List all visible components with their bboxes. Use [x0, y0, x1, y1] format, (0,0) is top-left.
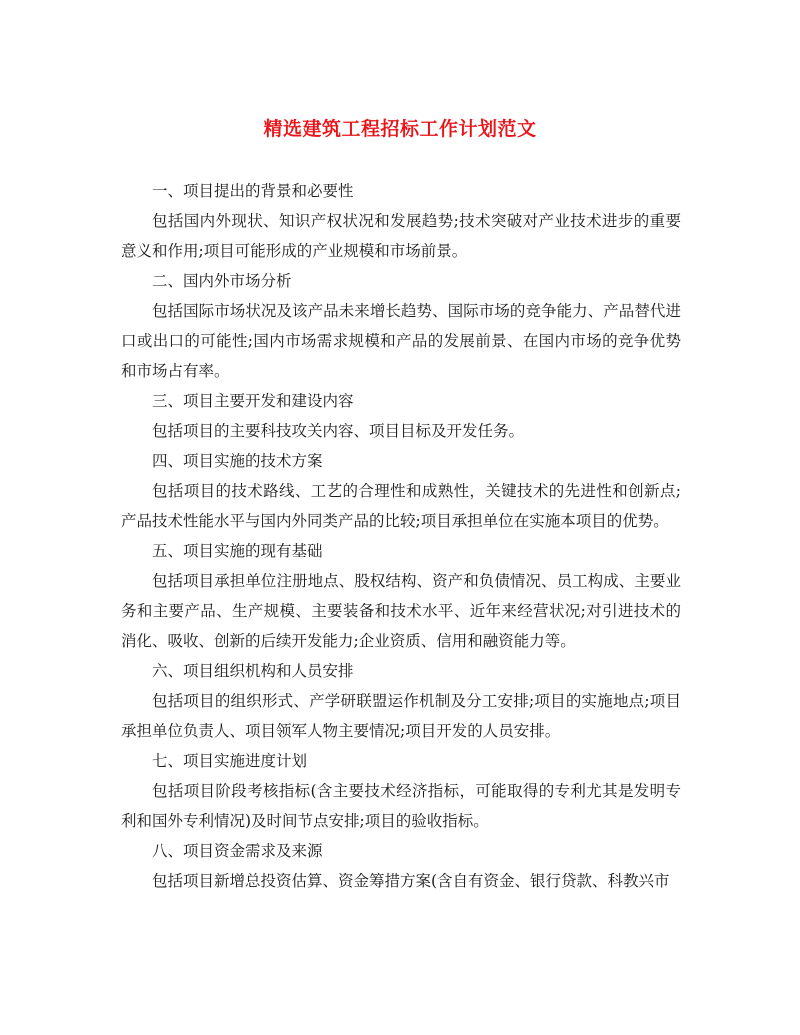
section-paragraph: 包括项目的主要科技攻关内容、项目目标及开发任务。: [152, 422, 525, 440]
document-title: 精选建筑工程招标工作计划范文: [263, 118, 537, 140]
section-paragraph: 包括项目阶段考核指标(含主要技术经济指标，可能取得的专利尤其是发明专利和国外专利情况)及时间节点安排;项目的验收指标。: [121, 782, 681, 830]
section-heading: 四、项目实施的技术方案: [152, 452, 323, 470]
section-paragraph: 包括项目新增总投资估算、资金筹措方案(含自有资金、银行贷款、科教兴市: [152, 872, 670, 890]
section-heading: 八、项目资金需求及来源: [152, 842, 323, 860]
section-paragraph: 包括项目的组织形式、产学研联盟运作机制及分工安排;项目的实施地点;项目承担单位负责人、项目领军人物主要情况;项目开发的人员安排。: [121, 692, 681, 740]
section-paragraph: 包括项目的技术路线、工艺的合理性和成熟性，关键技术的先进性和创新点;产品技术性能水平与国内外同类产品的比较;项目承担单位在实施本项目的优势。: [121, 482, 681, 530]
section-heading: 五、项目实施的现有基础: [152, 542, 323, 560]
section-paragraph: 包括国内外现状、知识产权状况和发展趋势;技术突破对产业技术进步的重要意义和作用;项目可能形成的产业规模和市场前景。: [121, 212, 681, 260]
section-heading: 三、项目主要开发和建设内容: [152, 392, 354, 410]
section-heading: 二、国内外市场分析: [152, 272, 292, 290]
section-heading: 六、项目组织机构和人员安排: [152, 662, 354, 680]
section-heading: 七、项目实施进度计划: [152, 752, 308, 770]
section-heading: 一、项目提出的背景和必要性: [152, 182, 354, 200]
section-paragraph: 包括国际市场状况及该产品未来增长趋势、国际市场的竞争能力、产品替代进口或出口的可能性;国内市场需求规模和产品的发展前景、在国内市场的竞争优势和市场占有率。: [121, 302, 681, 380]
document-body: [121, 176, 681, 896]
section-paragraph: 包括项目承担单位注册地点、股权结构、资产和负债情况、员工构成、主要业务和主要产品、生产规模、主要装备和技术水平、近年来经营状况;对引进技术的消化、吸收、创新的后续开发能力;企业资质、信用和融资能力等。: [121, 572, 681, 650]
